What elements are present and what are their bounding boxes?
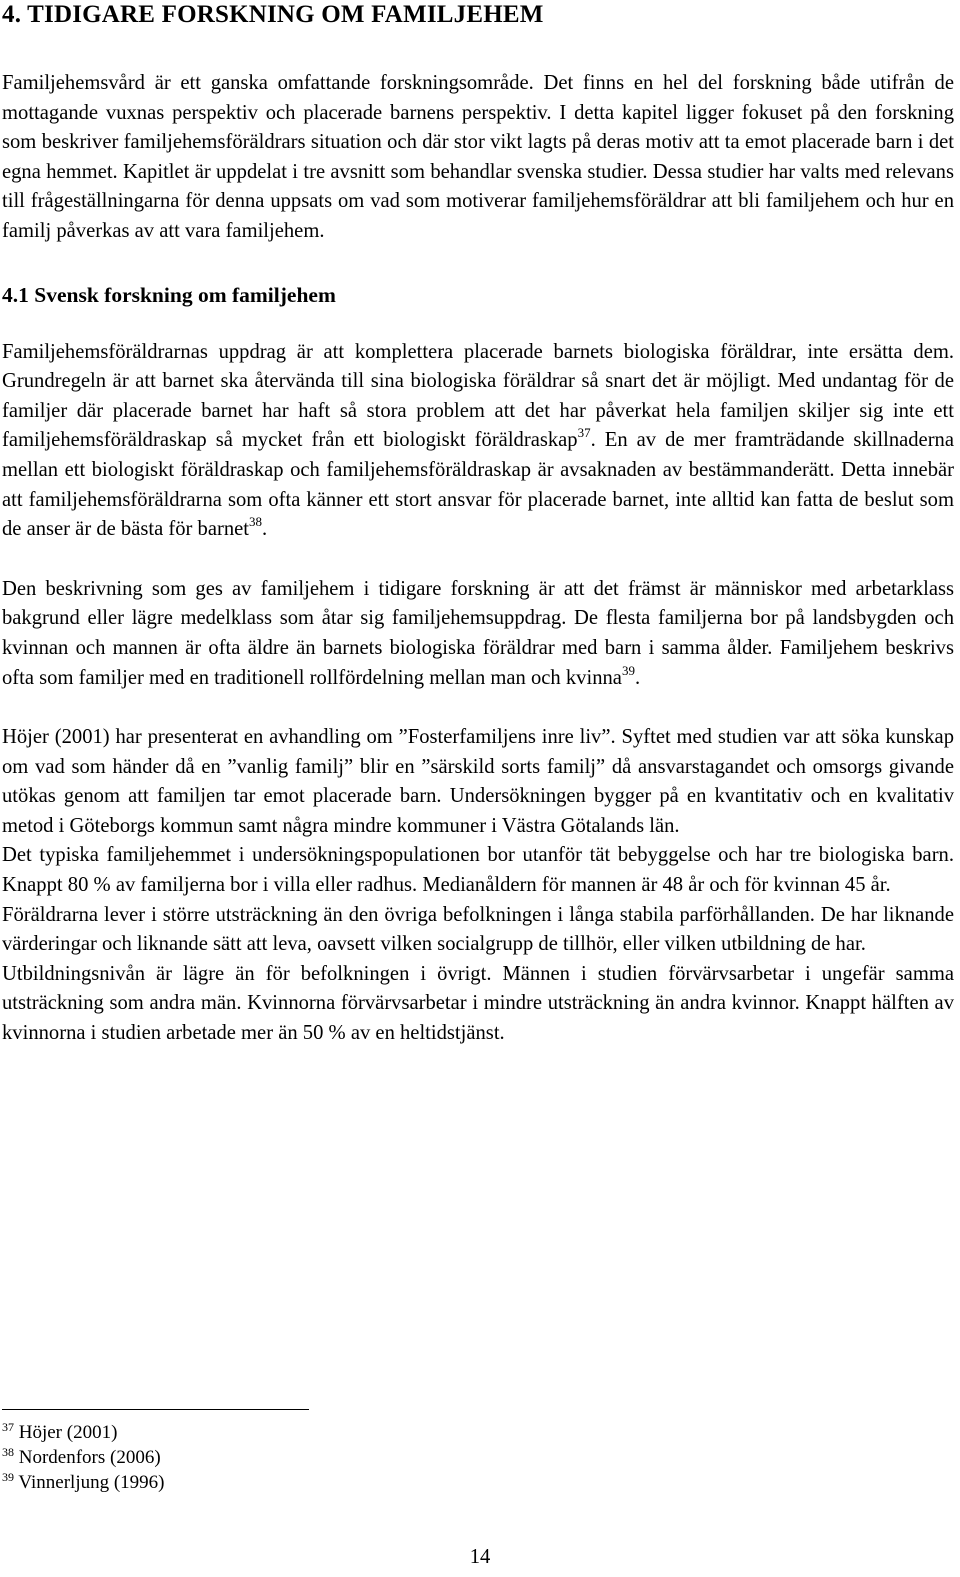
footnote-separator xyxy=(2,1409,309,1410)
footnote-item xyxy=(2,1445,165,1470)
footnote-number: 37 xyxy=(2,1420,14,1434)
footnotes xyxy=(2,1420,165,1495)
footnote-number: 38 xyxy=(2,1445,14,1459)
footnote-item xyxy=(2,1420,165,1445)
footnote-reference: 37 xyxy=(577,425,591,441)
paragraph-text: Familjehemsföräldrarnas uppdrag är att komplettera placerade barnets biologiska föräldrar, inte ersätta dem. Grundregeln är att barnet ska återvända till sina biologiska föräldrar så snart det är möjligt. Med undantag för de familjer där placerade barnet har haft så stora problem att det har påverkat hela familjen skiljer sig inte ett familjehemsföräldraskap så mycket från ett biologiskt föräldraskap xyxy=(2,340,954,452)
section-paragraph-1 xyxy=(2,338,954,545)
paragraph-text: . xyxy=(634,666,641,689)
footnote-reference: 38 xyxy=(249,514,262,530)
section-paragraph-4: Det typiska familjehemmet i undersökningspopulationen bor utanför tät bebyggelse och har tre biologiska barn. Knappt 80 % av familjerna bor i villa eller radhus. Medianåldern för mannen är 48 år och för kvinnan 45 år. xyxy=(2,844,954,897)
section-paragraph-6: Utbildningsnivån är lägre än för befolkningen i övrigt. Männen i studien förvärvsarbetar i ungefär samma utsträckning som andra män. Kvinnorna förvärvsarbetar i mindre utsträckning än andra kvinnor. Knappt hälften av kvinnorna i studien arbetade mer än 50 % av en heltidstjänst. xyxy=(2,962,954,1045)
section-paragraph-5: Föräldrarna lever i större utsträckning än den övriga befolkningen i långa stabila parförhållanden. De har liknande värderingar och liknande sätt att leva, oavsett vilken socialgrupp de tillhör, eller vilken utbildning de har. xyxy=(2,903,954,956)
paragraph-text: Den beskrivning som ges av familjehem i tidigare forskning är att det främst är människor med arbetarklass bakgrund eller lägre medelklass som åtar sig familjehemsuppdrag. De flesta familjerna bor på landsbygden och kvinnan och mannen är ofta äldre än barnets biologiska föräldrar med barn i samma ålder. Familjehem beskrivs ofta som familjer med en traditionell rollfördelning mellan man och kvinna xyxy=(2,577,954,689)
footnote-text: Vinnerljung (1996) xyxy=(18,1472,165,1493)
page-number: 14 xyxy=(469,1546,491,1568)
footnote-number: 39 xyxy=(2,1470,14,1484)
chapter-intro-paragraph: Familjehemsvård är ett ganska omfattande forskningsområde. Det finns en hel del forskning både utifrån de mottagande vuxnas perspektiv och placerade barnens perspektiv. I detta kapitel ligger fokuset på den forskning som beskriver familjehemsföräldrars situation och där stor vikt lagts på deras motiv att ta emot placerade barn i det egna hemmet. Kapitlet är uppdelat i tre avsnitt som behandlar svenska studier. Dessa studier har valts med relevans till frågeställningarna för denna uppsats om vad som motiverar familjehemsföräldrar att bli familjehem och hur en familj påverkas av att vara familjehem. xyxy=(2,72,954,242)
paragraph-text: . xyxy=(262,518,268,541)
paragraph-text: . En av de mer framträdande skillnaderna mellan ett biologiskt föräldraskap och familjehemsföräldraskap är avsaknaden av bestämmanderätt. Detta innebär att familjehemsföräldrarna som ofta känner ett stort ansvar för placerade barnet, inte alltid kan fatta de beslut som de anser är de bästa för barnet xyxy=(2,429,954,541)
footnote-item xyxy=(2,1470,165,1495)
footnote-text: Nordenfors (2006) xyxy=(18,1447,161,1468)
section-heading: 4.1 Svensk forskning om familjehem xyxy=(2,282,336,307)
footnote-text: Höjer (2001) xyxy=(18,1422,118,1443)
section-paragraph-3: Höjer (2001) har presenterat en avhandling om ”Fosterfamiljens inre liv”. Syftet med studien var att söka kunskap om vad som händer då en ”vanlig familj” blir en ”särskild sorts familj” då ansvarstagandet och omsorgs givande utökas genom att familjen tar emot placerade barn. Undersökningen bygger på en kvantitativ och en kvalitativ metod i Göteborgs kommun samt några mindre kommuner i Västra Götalands län. xyxy=(2,726,954,837)
chapter-heading: 4. TIDIGARE FORSKNING OM FAMILJEHEM xyxy=(2,1,544,28)
footnote-reference: 39 xyxy=(621,662,635,678)
section-paragraph-2 xyxy=(2,575,954,693)
